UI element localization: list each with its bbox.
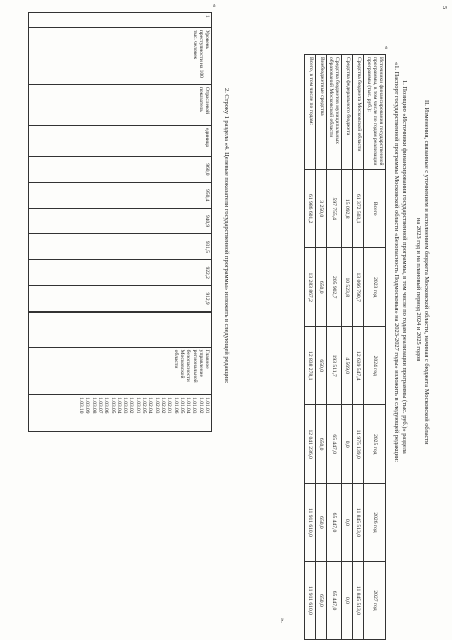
table-cell: 13 066 790,7 bbox=[353, 248, 364, 326]
quote-open-1: « bbox=[383, 46, 390, 50]
item-1-text-cont: «1. Паспорт государственной программы Московской области «Безопасность Подмосковья» на 2023-2027 годы» изложить в следующей редакции: bbox=[393, 62, 400, 463]
table-cell: 650,0 bbox=[315, 561, 326, 639]
table-cell: 0,0 bbox=[342, 483, 353, 561]
table-cell: 650,0 bbox=[315, 248, 326, 326]
table-cell: 65 447,0 bbox=[326, 561, 341, 639]
item-1-text: 1. Позицию «Источники финансирования государственной программы, в том числе по годам реализации программы (тыс. руб.)» раздела bbox=[401, 80, 408, 454]
table-cell: 0,0 bbox=[342, 561, 353, 639]
code-item: 1.01.04 bbox=[185, 397, 192, 414]
code-item: 1.03.04 bbox=[115, 397, 122, 414]
quote-open-2: « bbox=[211, 4, 218, 8]
table-cell: 11 911 610,0 bbox=[304, 561, 315, 639]
table-cell: 11 911 610,0 bbox=[304, 483, 315, 561]
table-cell: 1 bbox=[29, 13, 212, 28]
table-cell: 931,5 bbox=[29, 234, 212, 260]
table-row bbox=[326, 55, 341, 640]
table-cell: 10 523,8 bbox=[342, 248, 353, 326]
code-item: 1.01.02 bbox=[197, 397, 204, 414]
table-cell: 12 041 236,0 bbox=[304, 405, 315, 483]
table-cell: 4 569,0 bbox=[342, 326, 353, 404]
table-cell: 11 845 513,0 bbox=[353, 483, 364, 561]
code-item: 1.03.07 bbox=[96, 397, 103, 414]
item-2-text: 2. Строку 1 раздела «4. Целевые показатели государственной программы» изложить в следующей редакции: bbox=[223, 88, 230, 384]
code-item: 1.02.05 bbox=[141, 397, 148, 414]
table-cell: 12 639 547,4 bbox=[353, 326, 364, 404]
table-cell: Внебюджетные средства bbox=[315, 55, 326, 170]
table-row bbox=[315, 55, 326, 640]
table-row bbox=[304, 55, 315, 640]
table-cell: 205 902,7 bbox=[326, 248, 341, 326]
table-cell: 61 986 601,2 bbox=[304, 170, 315, 248]
code-item: 1.03.01 bbox=[134, 397, 141, 414]
table-row bbox=[342, 55, 353, 640]
table-cell: 2024 год bbox=[364, 326, 386, 404]
table-cell: Средства бюджета Московской области bbox=[353, 55, 364, 170]
table-cell: 11 975 139,0 bbox=[353, 405, 364, 483]
table-cell: 2025 год bbox=[364, 405, 386, 483]
table-cell: Средства федерального бюджета bbox=[342, 55, 353, 170]
section-title-line2: на 2023 год и на плановый период 2024 и 2025 годов bbox=[415, 218, 422, 362]
code-item: 1.03.06 bbox=[103, 397, 110, 414]
codes-list bbox=[78, 397, 210, 429]
table-cell: 597 755,4 bbox=[326, 170, 341, 248]
table-cell: 940,9 bbox=[29, 208, 212, 234]
table-row bbox=[353, 55, 364, 640]
section-title: II. Изменения, связанные с уточнением и исполнением бюджета Московской области, начиная с бюджета Московской области bbox=[423, 100, 430, 445]
table-cell: 15 092,8 bbox=[342, 170, 353, 248]
table-cell: Главное управление региональной безопасности Московской области bbox=[29, 347, 212, 395]
code-item: 1.03.09 bbox=[84, 397, 91, 414]
indicator-table-right bbox=[28, 312, 212, 432]
table-cell: 960,0 bbox=[29, 157, 212, 183]
code-item: 1.01.01 bbox=[204, 397, 210, 414]
table-cell: 2026 год bbox=[364, 483, 386, 561]
table-cell: Уровень преступности на 100 тыс. человек bbox=[29, 28, 212, 85]
code-item: 1.03.02 bbox=[128, 397, 135, 414]
codes-cell bbox=[29, 395, 212, 432]
code-item: 1.01.05 bbox=[178, 397, 185, 414]
table-cell: 650,0 bbox=[315, 483, 326, 561]
funding-table bbox=[304, 54, 386, 640]
code-item: 1.03.03 bbox=[122, 397, 129, 414]
table-cell: 922,2 bbox=[29, 260, 212, 286]
indicator-table bbox=[28, 12, 212, 312]
funding-table-header bbox=[364, 55, 386, 640]
table-cell: 3 250,0 bbox=[315, 170, 326, 248]
table-cell: 2027 год bbox=[364, 561, 386, 639]
table-cell: единица bbox=[29, 126, 212, 157]
table-row bbox=[29, 13, 212, 312]
table-cell: 13 283 867,2 bbox=[304, 248, 315, 326]
table-cell: 12 838 278,1 bbox=[304, 326, 315, 404]
table-cell: 650,0 bbox=[315, 326, 326, 404]
table-cell: Всего bbox=[364, 170, 386, 248]
table-cell bbox=[29, 313, 212, 348]
table-cell: 65 447,0 bbox=[326, 405, 341, 483]
table-cell: 950,4 bbox=[29, 182, 212, 208]
table-cell: Средства бюджетов муниципальных образований Московской области bbox=[326, 55, 341, 170]
code-item: 1.03.08 bbox=[90, 397, 97, 414]
table-cell: 61 372 503,1 bbox=[353, 170, 364, 248]
code-item: 1.03.10 bbox=[78, 397, 85, 414]
table-row bbox=[29, 313, 212, 432]
code-item: 1.02.01 bbox=[166, 397, 173, 414]
code-item: 1.02.04 bbox=[147, 397, 154, 414]
table-cell: 0,0 bbox=[342, 405, 353, 483]
table-cell: 11 845 513,0 bbox=[353, 561, 364, 639]
table-cell: 193 511,7 bbox=[326, 326, 341, 404]
table-cell: Источники финансирования государственной программы, в том числе по годам реализации программы (тыс. руб.): bbox=[364, 55, 386, 170]
code-item: 1.02.03 bbox=[153, 397, 160, 414]
code-item: 1.02.02 bbox=[159, 397, 166, 414]
page-number: 5 bbox=[441, 6, 448, 10]
table-cell: 650,0 bbox=[315, 405, 326, 483]
table-cell: 2023 год bbox=[364, 248, 386, 326]
table-cell: Отраслевой показатель bbox=[29, 85, 212, 126]
table-cell: Всего, в том числе по годам: bbox=[304, 55, 315, 170]
quote-close-1: ». bbox=[279, 618, 286, 623]
code-item: 1.01.03 bbox=[191, 397, 198, 414]
code-item: 1.01.06 bbox=[172, 397, 179, 414]
table-cell: 65 447,0 bbox=[326, 483, 341, 561]
code-item: 1.03.05 bbox=[109, 397, 116, 414]
table-cell: 912,9 bbox=[29, 286, 212, 312]
